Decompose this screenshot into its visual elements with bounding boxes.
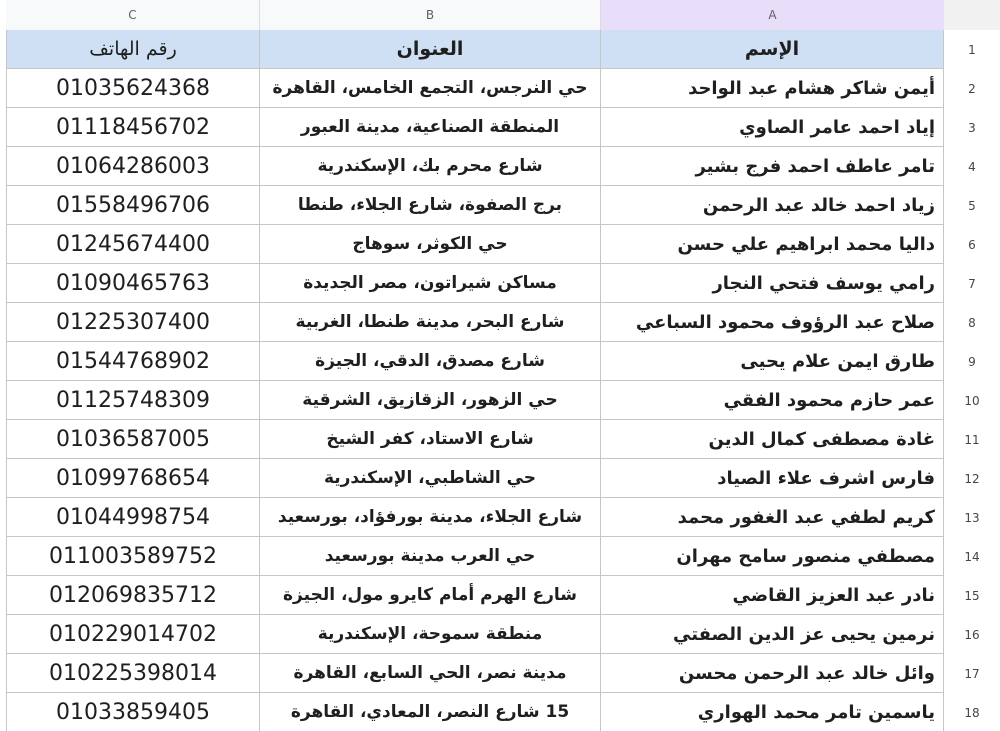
table-row [0, 615, 1000, 654]
phone-cell[interactable]: 01044998754 [6, 498, 260, 537]
header-name-cell[interactable]: الإسم [601, 30, 944, 69]
phone-cell[interactable]: 010225398014 [6, 654, 260, 693]
address-cell[interactable]: مساكن شيراتون، مصر الجديدة [260, 264, 601, 303]
name-cell[interactable]: نادر عبد العزيز القاضي [601, 576, 944, 615]
table-row [0, 693, 1000, 731]
name-cell[interactable]: كريم لطفي عبد الغفور محمد [601, 498, 944, 537]
name-cell[interactable]: مصطفي منصور سامح مهران [601, 537, 944, 576]
name-cell[interactable]: صلاح عبد الرؤوف محمود السباعي [601, 303, 944, 342]
table-row [0, 537, 1000, 576]
address-cell[interactable]: 15 شارع النصر، المعادي، القاهرة [260, 693, 601, 731]
name-cell[interactable]: زياد احمد خالد عبد الرحمن [601, 186, 944, 225]
table-row [0, 420, 1000, 459]
table-row [0, 69, 1000, 108]
table-row [0, 108, 1000, 147]
address-cell[interactable]: شارع الهرم أمام كايرو مول، الجيزة [260, 576, 601, 615]
name-cell[interactable]: فارس اشرف علاء الصياد [601, 459, 944, 498]
phone-cell[interactable]: 01245674400 [6, 225, 260, 264]
table-row [0, 264, 1000, 303]
column-header-a[interactable]: A [601, 0, 944, 30]
phone-cell[interactable]: 01125748309 [6, 381, 260, 420]
name-cell[interactable]: وائل خالد عبد الرحمن محسن [601, 654, 944, 693]
table-row [0, 381, 1000, 420]
name-cell[interactable]: طارق ايمن علام يحيى [601, 342, 944, 381]
table-row [0, 342, 1000, 381]
address-cell[interactable]: برج الصفوة، شارع الجلاء، طنطا [260, 186, 601, 225]
phone-cell[interactable]: 01036587005 [6, 420, 260, 459]
row-number[interactable]: 16 [944, 615, 1000, 655]
address-cell[interactable]: حي الشاطبي، الإسكندرية [260, 459, 601, 498]
table-row [0, 576, 1000, 615]
row-number[interactable]: 3 [944, 108, 1000, 148]
row-number[interactable]: 5 [944, 186, 1000, 226]
address-cell[interactable]: شارع محرم بك، الإسكندرية [260, 147, 601, 186]
address-cell[interactable]: شارع مصدق، الدقي، الجيزة [260, 342, 601, 381]
row-number[interactable]: 9 [944, 342, 1000, 382]
row-number[interactable]: 8 [944, 303, 1000, 343]
row-number[interactable]: 10 [944, 381, 1000, 421]
phone-cell[interactable]: 01035624368 [6, 69, 260, 108]
phone-cell[interactable]: 01118456702 [6, 108, 260, 147]
table-row [0, 186, 1000, 225]
phone-cell[interactable]: 01558496706 [6, 186, 260, 225]
address-cell[interactable]: حي العرب مدينة بورسعيد [260, 537, 601, 576]
phone-cell[interactable]: 01544768902 [6, 342, 260, 381]
name-cell[interactable]: غادة مصطفى كمال الدين [601, 420, 944, 459]
row-number[interactable]: 2 [944, 69, 1000, 109]
row-number[interactable]: 11 [944, 420, 1000, 460]
address-cell[interactable]: حي الكوثر، سوهاج [260, 225, 601, 264]
phone-cell[interactable]: 010229014702 [6, 615, 260, 654]
row-number[interactable]: 1 [944, 30, 1000, 70]
row-number[interactable]: 14 [944, 537, 1000, 577]
row-number[interactable]: 12 [944, 459, 1000, 499]
address-cell[interactable]: حي الزهور، الزقازيق، الشرقية [260, 381, 601, 420]
header-address-cell[interactable]: العنوان [260, 30, 601, 69]
address-cell[interactable]: منطقة سموحة، الإسكندرية [260, 615, 601, 654]
row-number[interactable]: 18 [944, 693, 1000, 731]
select-all-corner[interactable] [944, 0, 1000, 30]
table-row [0, 225, 1000, 264]
address-cell[interactable]: حي النرجس، التجمع الخامس، القاهرة [260, 69, 601, 108]
row-number[interactable]: 15 [944, 576, 1000, 616]
name-cell[interactable]: رامي يوسف فتحي النجار [601, 264, 944, 303]
table-row [0, 303, 1000, 342]
header-row [0, 30, 1000, 69]
row-number[interactable]: 17 [944, 654, 1000, 694]
name-cell[interactable]: إياد احمد عامر الصاوي [601, 108, 944, 147]
table-row [0, 654, 1000, 693]
name-cell[interactable]: عمر حازم محمود الفقي [601, 381, 944, 420]
table-row [0, 147, 1000, 186]
phone-cell[interactable]: 01033859405 [6, 693, 260, 731]
name-cell[interactable]: أيمن شاكر هشام عبد الواحد [601, 69, 944, 108]
phone-cell[interactable]: 01090465763 [6, 264, 260, 303]
row-number[interactable]: 4 [944, 147, 1000, 187]
address-cell[interactable]: شارع الاستاد، كفر الشيخ [260, 420, 601, 459]
name-cell[interactable]: نرمين يحيى عز الدين الصفتي [601, 615, 944, 654]
name-cell[interactable]: تامر عاطف احمد فرج بشير [601, 147, 944, 186]
table-row [0, 498, 1000, 537]
name-cell[interactable]: داليا محمد ابراهيم علي حسن [601, 225, 944, 264]
address-cell[interactable]: مدينة نصر، الحي السابع، القاهرة [260, 654, 601, 693]
phone-cell[interactable]: 01064286003 [6, 147, 260, 186]
row-number[interactable]: 6 [944, 225, 1000, 265]
row-number[interactable]: 7 [944, 264, 1000, 304]
address-cell[interactable]: شارع الجلاء، مدينة بورفؤاد، بورسعيد [260, 498, 601, 537]
row-number[interactable]: 13 [944, 498, 1000, 538]
phone-cell[interactable]: 01099768654 [6, 459, 260, 498]
phone-cell[interactable]: 012069835712 [6, 576, 260, 615]
column-header-b[interactable]: B [260, 0, 601, 30]
phone-cell[interactable]: 01225307400 [6, 303, 260, 342]
name-cell[interactable]: ياسمين تامر محمد الهواري [601, 693, 944, 731]
phone-cell[interactable]: 011003589752 [6, 537, 260, 576]
table-row [0, 459, 1000, 498]
address-cell[interactable]: شارع البحر، مدينة طنطا، الغربية [260, 303, 601, 342]
address-cell[interactable]: المنطقة الصناعية، مدينة العبور [260, 108, 601, 147]
header-phone-cell[interactable]: رقم الهاتف [6, 30, 260, 69]
column-header-c[interactable]: C [6, 0, 260, 30]
